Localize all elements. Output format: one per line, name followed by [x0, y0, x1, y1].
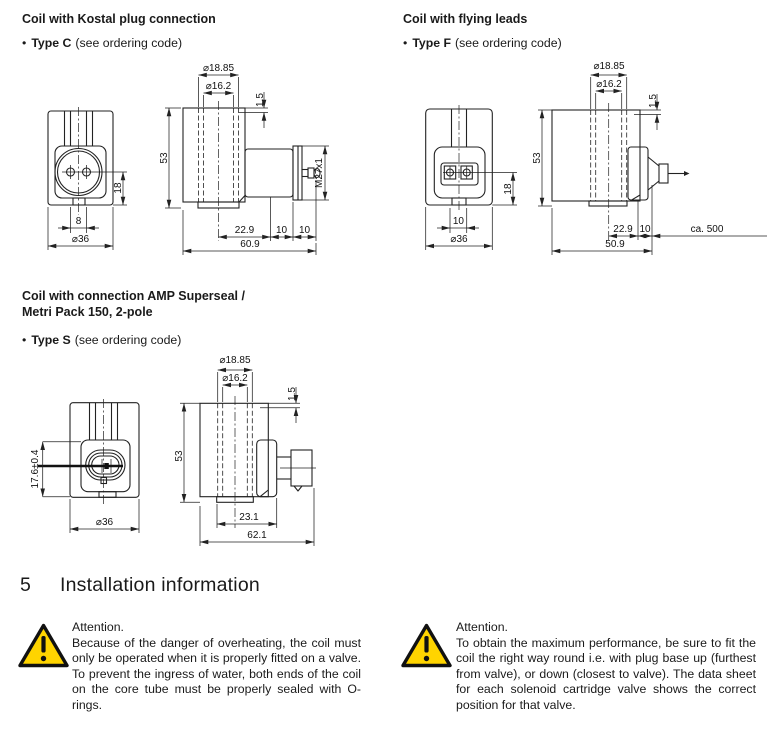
- dim-label: 10: [639, 224, 651, 235]
- coil-body-outline: [200, 396, 268, 528]
- warning-block-left: [72, 620, 361, 713]
- warning-triangle-icon: [17, 622, 70, 669]
- bullet-dot: •: [403, 36, 408, 50]
- section-title-superseal-line1: Coil with connection AMP Superseal /: [22, 289, 245, 303]
- warning-heading: Attention.: [456, 620, 508, 634]
- centerlines: [443, 105, 517, 212]
- dim-label: 10: [452, 216, 464, 227]
- dimensions: [426, 173, 517, 251]
- dim-label: ⌀18.85: [219, 355, 251, 366]
- dim-label: 62.1: [247, 530, 267, 541]
- dim-label: 18: [503, 183, 514, 195]
- type-c-bullet: [22, 36, 182, 51]
- section-title-superseal-line2: Metri Pack 150, 2-pole: [22, 305, 153, 319]
- bullet-dot: •: [22, 36, 27, 50]
- plug-outline: [628, 147, 690, 200]
- type-s-label: Type S: [31, 333, 71, 347]
- bullet-dot: •: [22, 333, 27, 347]
- dim-label: ⌀18.85: [593, 61, 625, 72]
- dimensions-top: [591, 61, 661, 130]
- dim-label: 8: [75, 216, 82, 227]
- type-s-side-view-drawing: [160, 350, 395, 555]
- type-c-suffix: (see ordering code): [75, 36, 183, 50]
- dimensions: [159, 108, 329, 255]
- dim-label: ⌀16.2: [596, 79, 622, 90]
- dim-label: 1.5: [255, 93, 266, 107]
- installation-heading: [20, 574, 260, 597]
- dim-label: 22.9: [613, 224, 633, 235]
- dim-label: 10: [298, 225, 311, 236]
- section-heading-title: Installation information: [60, 574, 260, 596]
- coil-body-outline: [70, 403, 139, 498]
- dim-label: ⌀18.85: [202, 63, 235, 74]
- type-s-suffix: (see ordering code): [74, 333, 182, 347]
- dim-label: 17.6±0.4: [30, 449, 41, 489]
- dim-label: ⌀36: [95, 517, 114, 528]
- dim-label: 1.5: [648, 94, 659, 108]
- section-title-flying: Coil with flying leads: [403, 12, 528, 26]
- type-f-side-view-drawing: [530, 55, 769, 265]
- dim-label: 53: [159, 152, 170, 164]
- type-f-label: Type F: [412, 36, 452, 50]
- dimensions: [30, 442, 139, 533]
- dimensions: [532, 110, 767, 255]
- type-c-side-view-drawing: [155, 55, 385, 265]
- coil-body-outline: [183, 101, 245, 241]
- dim-label: ⌀16.2: [222, 373, 248, 384]
- warning-triangle-icon: [400, 622, 453, 669]
- warning-block-right: [456, 620, 756, 713]
- type-c-front-view-drawing: [30, 60, 160, 265]
- plug-outline: [257, 440, 316, 497]
- coil-body-outline: [48, 111, 113, 205]
- type-f-front-view-drawing: [405, 60, 540, 265]
- dim-label: 50.9: [605, 239, 625, 250]
- dim-label: 53: [532, 152, 543, 164]
- section-title-kostal: Coil with Kostal plug connection: [22, 12, 216, 26]
- section-title-superseal: [22, 288, 245, 320]
- dim-label: 60.9: [240, 239, 260, 250]
- warning-heading: Attention.: [72, 620, 124, 634]
- dim-label: ca. 500: [690, 224, 724, 235]
- dim-label: ⌀36: [71, 234, 90, 245]
- dim-label: 22.9: [234, 225, 255, 236]
- centerlines: [62, 107, 127, 215]
- dim-label: ⌀36: [450, 234, 468, 245]
- dimensions: [48, 172, 127, 250]
- dim-label: 1.5: [287, 387, 298, 401]
- coil-body-outline: [552, 103, 640, 240]
- dimensions: [174, 403, 314, 546]
- section-number: 5: [20, 574, 32, 596]
- dim-label: 18: [113, 182, 124, 194]
- warning-text: To obtain the maximum performance, be sure to fit the coil the right way round i.e. with plug base up (furthest from valve), or down (closest to valve). The data sheet for each solenoid cartridge valve shows the correct position for that valve.: [456, 635, 756, 712]
- dim-label: 23.1: [239, 512, 259, 523]
- type-c-label: Type C: [31, 36, 72, 50]
- plug-outline: [245, 146, 320, 200]
- dim-label: 53: [174, 450, 185, 462]
- warning-text: Because of the danger of overheating, the coil must only be operated when it is properly fitted on a valve. To prevent the ingress of water, both ends of the coil on the core tube must be properly sealed with O-rings.: [72, 635, 361, 712]
- dimensions-top: [218, 355, 300, 423]
- dim-label: M27x1: [314, 157, 325, 189]
- dim-label: 10: [275, 225, 288, 236]
- lead-wire-tip: [684, 171, 690, 176]
- type-f-bullet: [403, 36, 562, 51]
- type-s-bullet: [22, 333, 181, 348]
- dim-label: ⌀16.2: [205, 81, 232, 92]
- type-f-suffix: (see ordering code): [455, 36, 562, 50]
